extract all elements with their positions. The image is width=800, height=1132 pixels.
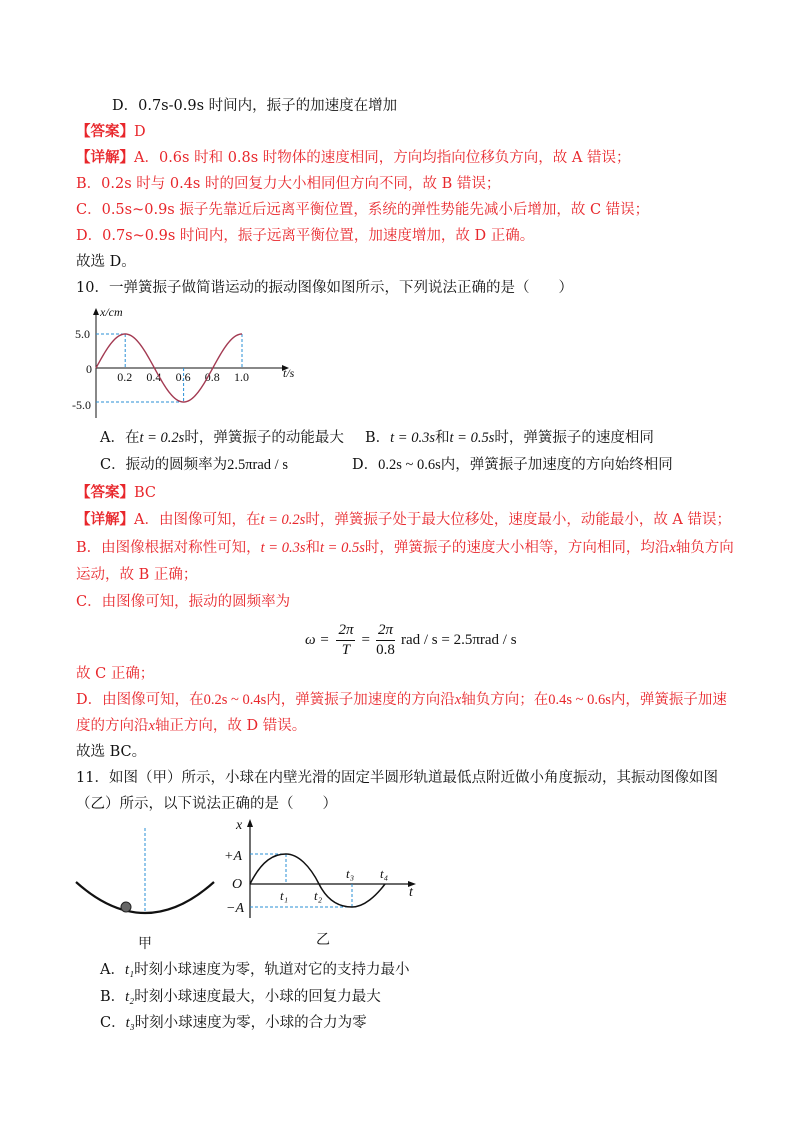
opt-d-post: 内，弹簧振子加速度的方向始终相同 [440,457,673,473]
q9-detail-c: C．0.5s~0.9s 振子先靠近后远离平衡位置，系统的弹性势能先减小后增加，故 C 错误； [76,202,650,218]
opt-a-t: t₁ [124,962,135,978]
q9-conclusion: 故选 D。 [76,254,136,270]
detail-d-mid2: 轴负方向；在 [461,692,549,708]
x-tick-label: 0.8 [204,370,220,384]
y-tick-label-top: 5.0 [75,327,90,341]
t3-label: t₃ [346,866,355,881]
opt-b-t: t₂ [125,989,135,1005]
q10-option-a [100,428,344,448]
fraction-2-num: 2π [376,621,395,641]
detail-a-pre: A．由图像可知，在 [134,512,261,528]
q10-detail-b-line2: 运动，故 B 正确； [76,567,198,583]
t4-label: t₄ [380,866,389,881]
y-tick-label-bottom: -5.0 [72,398,91,412]
q10-option-c [100,455,288,475]
detail-tag: 【详解】 [76,511,134,528]
x-tick-label: 0.2 [117,370,133,384]
opt-b-mid: 和 [435,430,450,446]
t1-label: t₁ [280,888,289,903]
detail-a-math: t = 0.2s [260,512,306,528]
detail-d-post: 内，弹簧振子加速 [610,692,727,708]
q10-answer [76,483,156,503]
q10-option-d [352,455,673,475]
opt-c-pre: C．振动的圆频率为 [100,457,228,473]
formula-eq: = [361,631,370,648]
figure-yi-vibration-graph [222,816,432,946]
detail-b-x: x [669,540,676,556]
detail-d-line2-x: x [148,718,155,734]
q11-stem-line1: 11．如图（甲）所示，小球在内壁光滑的固定半圆形轨道最低点附近做小角度振动，其振动图像如图 [76,770,718,786]
q10-detail-b [76,538,734,558]
detail-b-post2: 轴负方向 [675,540,734,556]
ball [121,902,131,912]
figure-jia-label: 甲 [138,937,152,952]
q11-option-c [100,1013,367,1033]
opt-a-pre: A．在 [100,430,140,446]
y-axis-label: x/cm [100,305,123,319]
x-axis-label: t [409,885,413,900]
q11-stem-line2: （乙）所示，以下说法正确的是（ ） [76,796,337,812]
origin-label: 0 [86,362,92,376]
formula-omega: ω = [305,631,330,648]
origin-label: O [232,877,243,892]
opt-b-post: 时，弹簧振子的速度相同 [494,430,654,446]
figure-yi-label: 乙 [316,933,330,948]
detail-d-mid1: 内，弹簧振子加速度的方向沿 [266,692,455,708]
answer-tag: 【答案】 [76,123,134,140]
opt-c-math: 2.5πrad / s [227,457,288,473]
fraction-1 [336,621,355,660]
detail-b-post1: 时，弹簧振子的速度大小相等，方向相同，均沿 [364,540,670,556]
x-tick-label: 0.4 [146,370,162,384]
q10-option-b [365,428,654,448]
opt-b-prefix: B． [100,989,126,1005]
q9-option-d: D．0.7s-0.9s 时间内，振子的加速度在增加 [112,98,398,114]
formula-tail: rad / s = 2.5πrad / s [400,631,517,648]
q10-detail-a [76,510,731,530]
opt-d-math: 0.2s ~ 0.6s [378,457,441,473]
opt-c-prefix: C． [100,1015,126,1031]
q10-detail-d [76,690,727,710]
q10-detail-c: C．由图像可知，振动的圆频率为 [76,594,291,610]
answer-value: BC [134,485,157,501]
q10-detail-d-line2 [76,716,306,736]
fraction-2 [376,621,395,660]
answer-tag: 【答案】 [76,484,134,501]
x-tick-labels [117,370,249,384]
detail-b-math2: t = 0.5s [320,540,365,556]
fraction-1-den: T [341,641,351,658]
detail-d-math1: 0.2s ~ 0.4s [203,692,267,708]
q9-detail-b: B．0.2s 时与 0.4s 时的回复力大小相同但方向不同，故 B 错误； [76,176,501,192]
y-axis-arrow [93,308,99,315]
opt-a-math: t = 0.2s [139,430,185,446]
opt-b-math2: t = 0.5s [449,430,495,446]
opt-b-text: 时刻小球速度最大，小球的回复力最大 [134,989,381,1005]
opt-b-math1: t = 0.3s [390,430,435,446]
opt-b-pre: B． [365,430,391,446]
opt-d-pre: D． [352,457,379,473]
t2-label: t₂ [314,888,323,903]
q11-option-b [100,987,381,1007]
detail-d-line2-pre: 度的方向沿 [76,718,149,734]
detail-b-math1: t = 0.3s [260,540,306,556]
detail-b-mid: 和 [305,540,320,556]
x-tick-label: 0.6 [175,370,191,384]
detail-tag: 【详解】 [76,149,134,166]
minus-a-label: −A [226,901,244,916]
detail-d-pre: D．由图像可知，在 [76,692,204,708]
detail-d-line2-post: 轴正方向，故 D 错误。 [154,718,307,734]
opt-c-text: 时刻小球速度为零，小球的合力为零 [134,1015,367,1031]
y-axis-arrow [247,819,253,827]
y-axis-label: x [236,818,243,833]
q9-detail-a [76,148,631,168]
detail-a-post: 时，弹簧振子处于最大位移处，速度最小，动能最小，故 A 错误； [305,512,732,528]
q10-stem: 10．一弹簧振子做简谐运动的振动图像如图所示，下列说法正确的是（ ） [76,280,573,296]
x-axis-label: t/s [283,366,295,380]
q10-conclusion: 故选 BC。 [76,744,147,760]
opt-a-prefix: A． [100,962,125,978]
figure-jia-semicircle-track [74,822,224,952]
answer-value: D [134,124,146,140]
opt-a-post: 时，弹簧振子的动能最大 [184,430,344,446]
q11-option-a [100,960,410,980]
detail-d-x: x [454,692,462,708]
detail-d-math2: 0.4s ~ 0.6s [548,692,611,708]
opt-a-text: 时刻小球速度为零，轨道对它的支持力最小 [134,962,410,978]
omega-formula [305,618,517,662]
detail-b-pre: B．由图像根据对称性可知， [76,540,261,556]
q10-vibration-graph [72,305,306,424]
fraction-1-num: 2π [336,621,355,641]
x-tick-label: 1.0 [234,370,249,384]
plus-a-label: +A [224,849,242,864]
opt-c-t: t₃ [125,1015,135,1031]
q9-detail-d: D．0.7s~0.9s 时间内，振子远离平衡位置，加速度增加，故 D 正确。 [76,228,535,244]
q9-answer [76,122,146,142]
fraction-2-den: 0.8 [376,641,395,658]
detail-a-text: A．0.6s 时和 0.8s 时物体的速度相同，方向均指向位移负方向，故 A 错误； [134,150,631,166]
q10-detail-c-end: 故 C 正确； [76,666,155,682]
